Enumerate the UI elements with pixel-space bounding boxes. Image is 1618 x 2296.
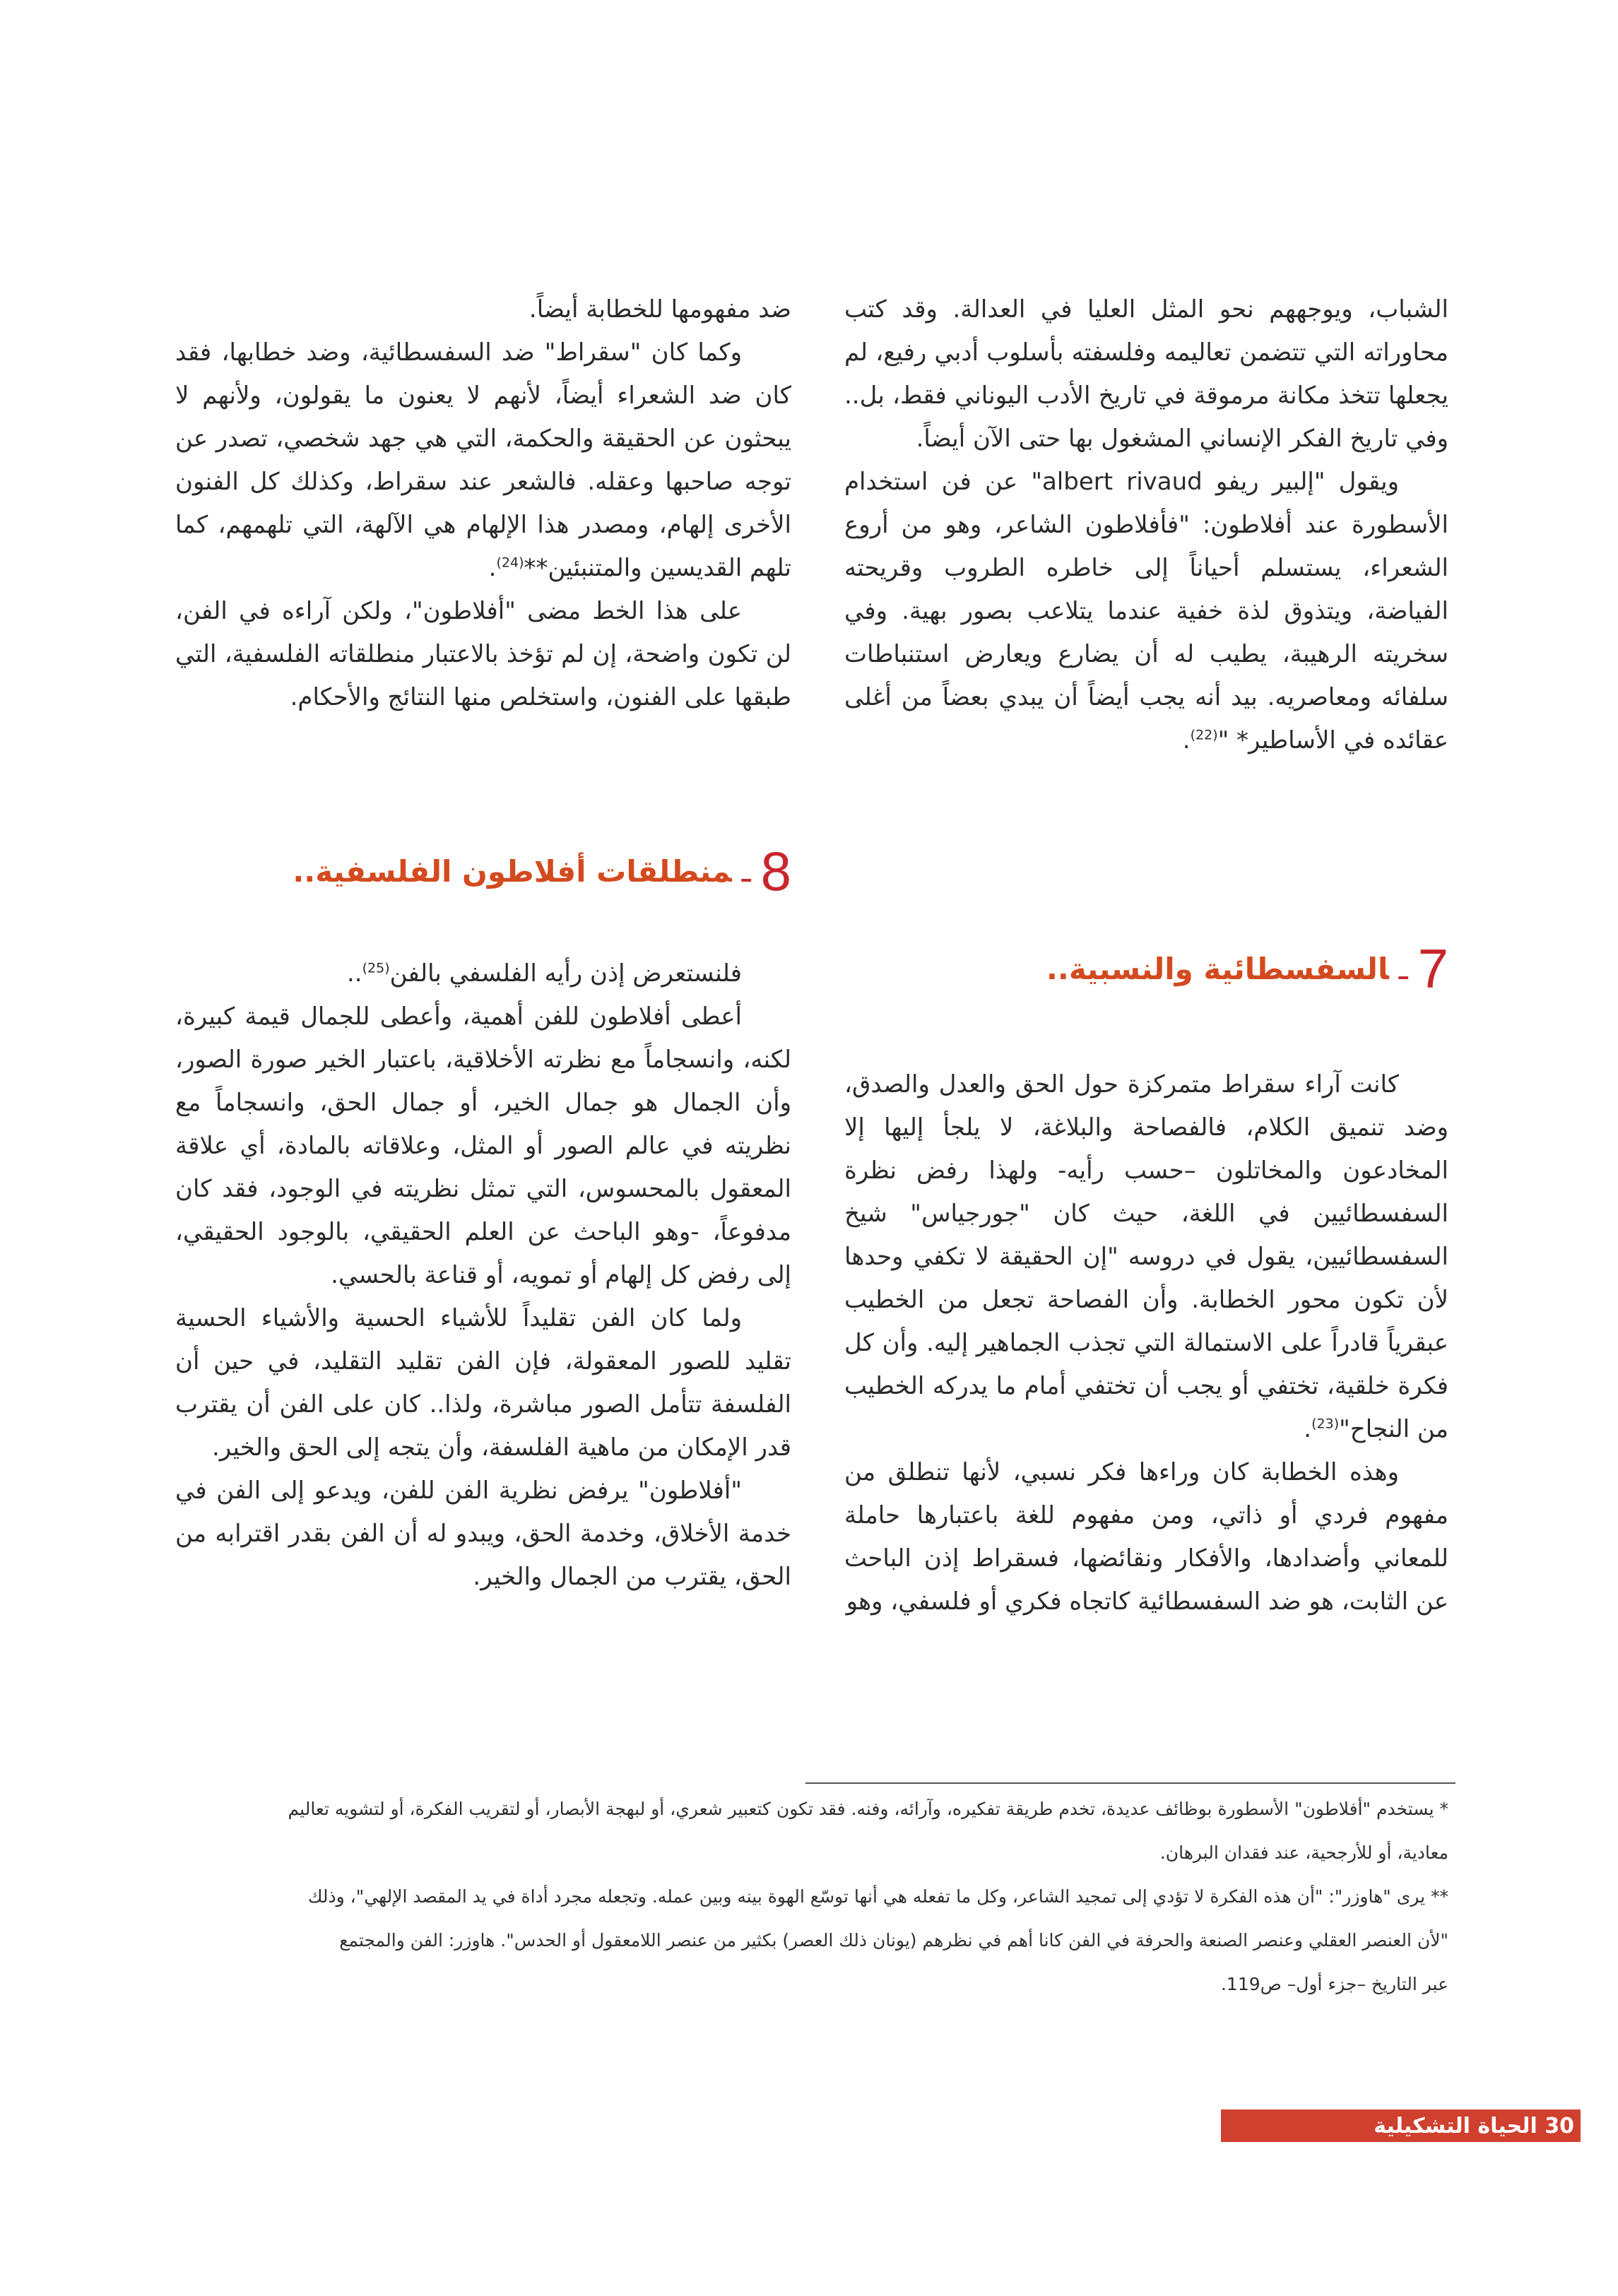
page-number: 30: [1545, 2114, 1574, 2138]
paragraph: وهذه الخطابة كان وراءها فكر نسبي، لأنها تنطلق من مفهوم فردي أو ذاتي، ومن مفهوم للغة باعتبارها حاملة للمعاني وأضدادها، والأفكار ونقائضها، فسقراط إذن الباحث عن الثابت، هو ضد السفسطائية كاتجاه فكري أو فلسفي، وهو: [844, 1458, 1448, 1616]
footnote-1-line: معادية، أو للأرجحية، عند فقدان البرهان.: [1159, 1842, 1448, 1863]
footnote-divider: [805, 1782, 1455, 1784]
footnote-ref: (23): [1311, 1416, 1340, 1432]
left-column-bottom: [175, 952, 791, 1599]
footnote-2-line: ** يرى "هاوزر": "أن هذه الفكرة لا تؤدي إلى تمجيد الشاعر، وكل ما تفعله هي أنها توسّع الهوة بينه وبين عمله. وتجعله مجرد أداة في يد المقصد الإلهي"، وذلك: [307, 1886, 1448, 1907]
magazine-name: الحياة التشكيلية: [1374, 2114, 1537, 2138]
paragraph: أعطى أفلاطون للفن أهمية، وأعطى للجمال قيمة كبيرة، لكنه، وانسجاماً مع نظرته الأخلاقية، باعتبار الخير صورة الصور، وأن الجمال هو جمال الخير، أو جمال الحق، وانسجاماً مع نظريته في عالم الصور أو المثل، وعلاقاته بالمادة، أي علاقة المعقول بالمحسوس، التي تمثل نظريته في الوجود، فقد كان مدفوعاً، -وهو الباحث عن العلم الحقيقي، بالوجود الحقيقي، إلى رفض كل إلهام أو تمويه، أو قناعة بالحسي.: [175, 1002, 791, 1289]
left-column-top: [175, 288, 791, 719]
footnote-2-line: عبر التاريخ –جزء أول– ص119.: [1220, 1974, 1448, 1994]
paragraph: وكما كان "سقراط" ضد السفسطائية، وضد خطابها، فقد كان ضد الشعراء أيضاً، لأنهم لا يعنون ما يقولون، ولأنهم لا يبحثون عن الحقيقة والحكمة، التي هي جهد شخصي، تصدر عن توجه صاحبها وعقله. فالشعر عند سقراط، وكذلك كل الفنون الأخرى إلهام، ومصدر هذا الإلهام هي الآلهة، التي تلهمهم، كما تلهم القديسين والمتنبئين**$^{(24)}$.: [175, 338, 791, 582]
paragraph: الشباب، ويوجههم نحو المثل العليا في العدالة. وقد كتب محاوراته التي تتضمن تعاليمه وفلسفته بأسلوب أدبي رفيع، لم يجعلها تتخذ مكانة مرموقة في تاريخ الأدب اليوناني فقط، بل.. وفي تاريخ الفكر الإنساني المشغول بها حتى الآن أيضاً.: [844, 295, 1448, 453]
right-column-top: [844, 288, 1448, 762]
paragraph: ضد مفهومها للخطابة أيضاً.: [528, 295, 791, 324]
footnotes: [0, 1787, 1448, 2006]
section-heading-7: 7ـالسفسطائية والنسبية..: [1046, 937, 1448, 1000]
paragraph: على هذا الخط مضى "أفلاطون"، ولكن آراءه في الفن، لن تكون واضحة، إن لم تؤخذ بالاعتبار منطلقاته الفلسفية، التي طبقها على الفنون، واستخلص منها النتائج والأحكام.: [175, 597, 791, 711]
footnote-2-line: "لأن العنصر العقلي وعنصر الصنعة والحرفة في الفن كانا أهم في نظرهم (يونان ذلك العصر) بكثير من عنصر اللامعقول أو الحدس". هاوزر: الفن والمجتمع: [339, 1930, 1448, 1951]
paragraph: كانت آراء سقراط متمركزة حول الحق والعدل والصدق، وضد تنميق الكلام، فالفصاحة والبلاغة، لا يلجأ إليها إلا المخادعون والمخاتلون –حسب رأيه- ولهذا رفض نظرة السفسطائيين في اللغة، حيث كان "جورجياس" شيخ السفسطائيين، يقول في دروسه "إن الحقيقة لا تكفي وحدها لأن تكون محور الخطابة. وأن الفصاحة تجعل من الخطيب عبقرياً قادراً على الاستمالة التي تجذب الجماهير إليه. وأن كل فكرة خلقية، تختفي أو يجب أن تختفي أمام ما يدركه الخطيب من النجاح"$^{(23)}$.: [844, 1070, 1448, 1443]
footnote-ref: (25): [362, 960, 390, 976]
footer-label: [1374, 2112, 1574, 2141]
paragraph: ويقول "إلبير ريفو albert rivaud" عن فن استخدام الأسطورة عند أفلاطون: "فأفلاطون الشاعر، وهو من أروع الشعراء، يستسلم أحياناً إلى خاطره الطروب وقريحته الفياضة، ويتذوق لذة خفية عندما يتلاعب بصور بهية. وفي سخريته الرهيبة، يطيب له أن يضارع ويعارض استنباطات سلفائه ومعاصريه. بيد أنه يجب أيضاً أن يبدي بعضاً من أغلى عقائده في الأساطير* "$^{(22)}$.: [844, 468, 1448, 755]
paragraph: "أفلاطون" يرفض نظرية الفن للفن، ويدعو إلى الفن في خدمة الأخلاق، وخدمة الحق، ويبدو له أن الفن بقدر اقترابه من الحق، يقترب من الجمال والخير.: [175, 1477, 791, 1591]
paragraph: فلنستعرض إذن رأيه الفلسفي بالفن$^{(25)}$..: [346, 959, 742, 988]
right-column-bottom: [844, 1063, 1448, 1623]
footnote-1-line: * يستخدم "أفلاطون" الأسطورة بوظائف عديدة، تخدم طريقة تفكيره، وآرائه، وفنه. فقد تكون كتعبير شعري، أو لبهجة الأبصار، أو لتقريب الفكرة، أو لتشويه تعاليم: [288, 1799, 1448, 1819]
paragraph: ولما كان الفن تقليداً للأشياء الحسية والأشياء الحسية تقليد للصور المعقولة، فإن الفن تقليد التقليد، في حين أن الفلسفة تتأمل الصور مباشرة، ولذا.. كان على الفن أن يقترب قدر الإمكان من ماهية الفلسفة، وأن يتجه إلى الحق والخير.: [175, 1304, 791, 1462]
footnote-ref: (24): [496, 555, 524, 571]
section-heading-8: 8ـمنطلقات أفلاطون الفلسفية..: [293, 840, 791, 902]
footnote-ref: (22): [1190, 727, 1218, 743]
